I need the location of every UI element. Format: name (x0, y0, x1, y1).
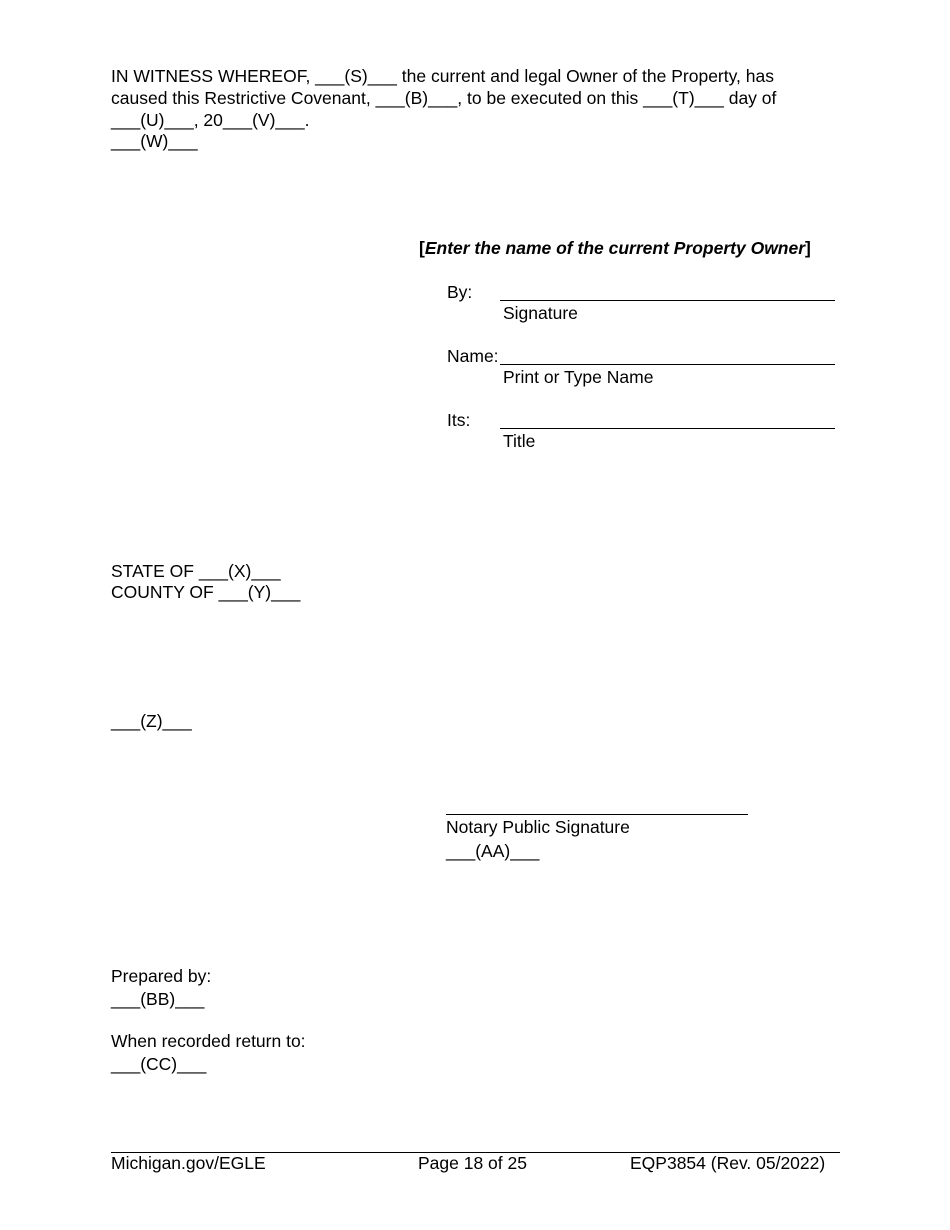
notary-signature-line[interactable] (446, 814, 748, 815)
witness-line-1: IN WITNESS WHEREOF, ___(S)___ the current and legal Owner of the Property, has (111, 66, 775, 86)
witness-line-3: ___(U)___, 20___(V)___. (111, 110, 310, 130)
title-caption: Title (503, 431, 536, 451)
footer-page-number: Page 18 of 25 (418, 1153, 527, 1173)
footer-website: Michigan.gov/EGLE (111, 1153, 266, 1173)
title-line[interactable] (500, 428, 835, 429)
prepared-by-value: ___(BB)___ (111, 989, 205, 1009)
return-to-label: When recorded return to: (111, 1031, 306, 1051)
state-of: STATE OF ___(X)___ (111, 561, 281, 581)
signature-line[interactable] (500, 300, 835, 301)
witness-line-4: ___(W)___ (111, 131, 198, 151)
owner-heading-text: Enter the name of the current Property Owner (424, 238, 806, 258)
open-bracket: [ (419, 238, 425, 258)
owner-heading (419, 238, 811, 259)
its-label: Its: (447, 410, 471, 430)
notary-caption: Notary Public Signature (446, 817, 630, 837)
footer-form-number: EQP3854 (Rev. 05/2022) (630, 1153, 826, 1173)
by-label: By: (447, 282, 473, 302)
name-label: Name: (447, 346, 499, 366)
notary-field: ___(AA)___ (446, 841, 540, 861)
name-line[interactable] (500, 364, 835, 365)
county-of: COUNTY OF ___(Y)___ (111, 582, 301, 602)
witness-line-2: caused this Restrictive Covenant, ___(B)___, to be executed on this ___(T)___ day of (111, 88, 777, 108)
acknowledgment-field: ___(Z)___ (111, 711, 192, 731)
name-caption: Print or Type Name (503, 367, 654, 387)
close-bracket: ] (805, 238, 811, 258)
signature-caption: Signature (503, 303, 578, 323)
prepared-by-label: Prepared by: (111, 966, 212, 986)
return-to-value: ___(CC)___ (111, 1054, 207, 1074)
